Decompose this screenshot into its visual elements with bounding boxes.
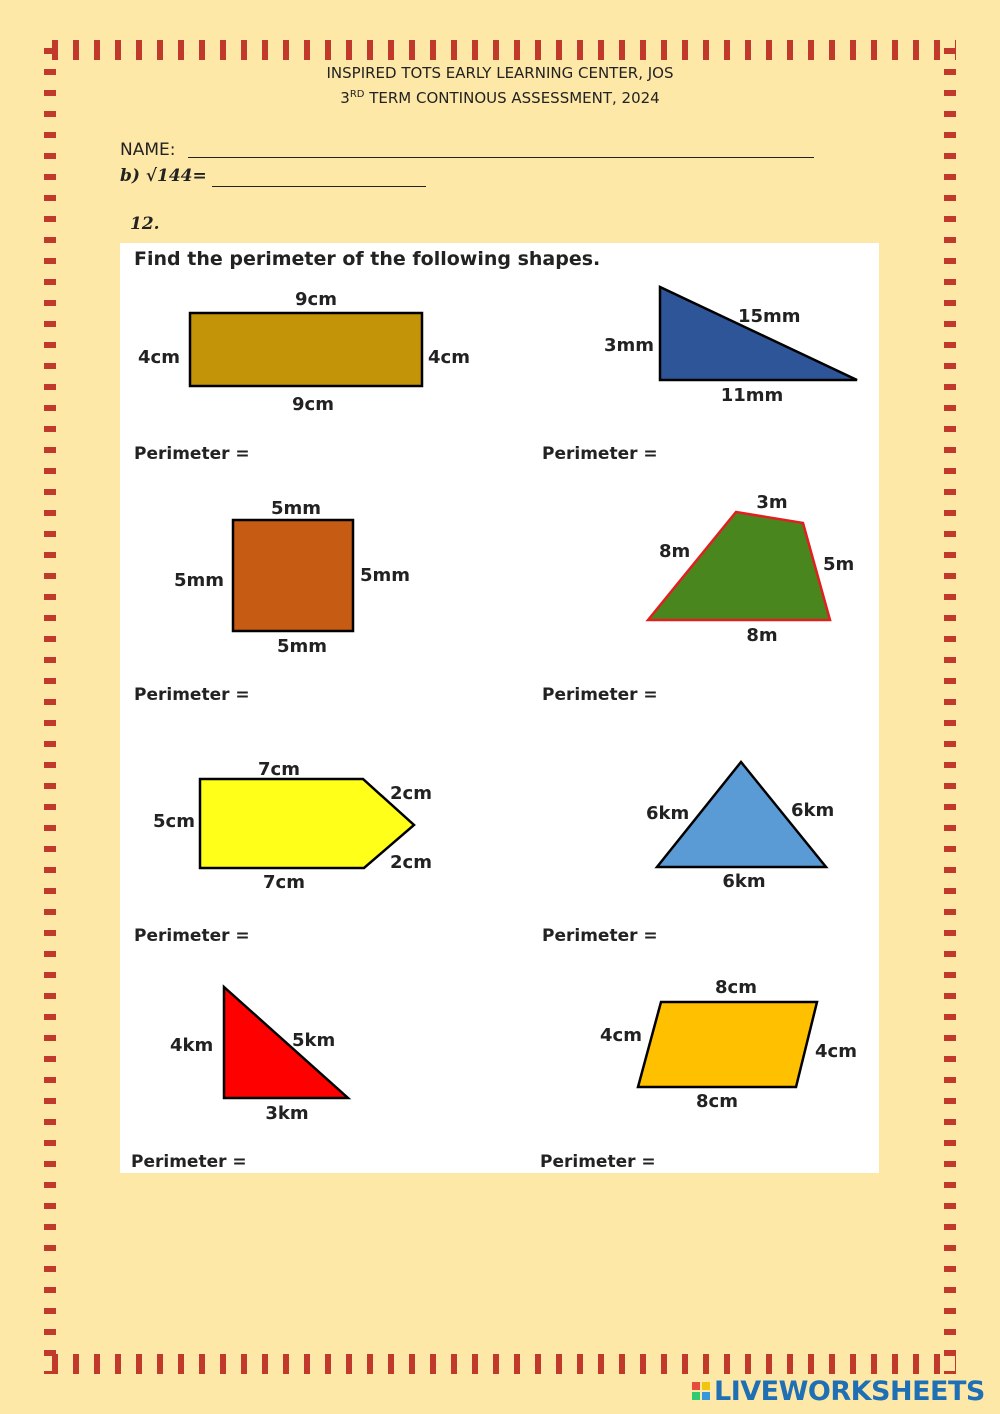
perimeter-label-6: Perimeter = (542, 926, 658, 946)
school-name: INSPIRED TOTS EARLY LEARNING CENTER, JOS (326, 64, 674, 82)
liveworksheets-brand-text: LIVEWORKSHEETS (714, 1375, 985, 1407)
parallelogram-left-label: 4cm (600, 1025, 642, 1046)
parallelogram-top-label: 8cm (715, 977, 757, 998)
question-number: 12. (130, 214, 160, 234)
red-triangle-base-label: 3km (265, 1103, 309, 1124)
pentagon-left-label: 5cm (153, 811, 195, 832)
perimeter-label-4: Perimeter = (542, 685, 658, 705)
sqrt-answer-line[interactable] (212, 186, 426, 187)
logo-block (702, 1392, 710, 1400)
square-top-label: 5mm (270, 498, 322, 519)
rectangle-left-label: 4cm (138, 347, 180, 368)
right-triangle-base-label: 11mm (720, 385, 784, 406)
name-answer-line[interactable] (188, 157, 814, 158)
decorative-border-left (44, 40, 56, 1374)
assessment-title (0, 89, 1000, 107)
instructions-text: Find the perimeter of the following shapes. (134, 248, 601, 270)
term-title-rest: TERM CONTINOUS ASSESSMENT, 2024 (364, 89, 660, 107)
equilateral-right-label: 6km (791, 800, 835, 821)
square-shape (233, 520, 353, 631)
equilateral-left-label: 6km (646, 803, 690, 824)
term-suffix: RD (349, 89, 365, 100)
perimeter-label-5: Perimeter = (134, 926, 250, 946)
decorative-border-bottom (44, 1354, 956, 1374)
trapezium-top-label: 3m (756, 492, 788, 513)
sqrt-question: b) √144= (120, 166, 207, 186)
right-triangle-side-label: 3mm (604, 335, 655, 356)
trapezium-left-label: 8m (659, 541, 691, 562)
pentagon-lower-right-label: 2cm (390, 852, 432, 873)
square-bottom-label: 5mm (276, 636, 328, 657)
rectangle-right-label: 4cm (428, 347, 470, 368)
term-number: 3 (340, 89, 350, 107)
pentagon-upper-right-label: 2cm (390, 783, 432, 804)
equilateral-base-label: 6km (722, 871, 766, 892)
decorative-border-right (944, 40, 956, 1374)
parallelogram-bottom-label: 8cm (696, 1091, 738, 1112)
red-triangle-hyp-label: 5km (292, 1030, 336, 1051)
logo-blocks-icon (692, 1382, 710, 1400)
parallelogram-shape (638, 1002, 817, 1087)
perimeter-label-7: Perimeter = (131, 1152, 247, 1172)
perimeter-label-1: Perimeter = (134, 444, 250, 464)
perimeter-label-3: Perimeter = (134, 685, 250, 705)
right-triangle-shape (660, 287, 857, 380)
trapezium-shape (648, 512, 830, 620)
trapezium-bottom-label: 8m (746, 625, 778, 646)
trapezium-right-label: 5m (823, 554, 855, 575)
perimeter-label-2: Perimeter = (542, 444, 658, 464)
liveworksheets-logo[interactable] (692, 1374, 985, 1408)
logo-block (702, 1382, 710, 1390)
right-triangle-hyp-label: 15mm (738, 306, 801, 327)
square-left-label: 5mm (174, 570, 225, 591)
pentagon-bottom-label: 7cm (263, 872, 305, 893)
square-right-label: 5mm (360, 565, 411, 586)
rectangle-top-label: 9cm (295, 289, 337, 310)
logo-block (692, 1382, 700, 1390)
rectangle-shape (190, 313, 422, 386)
pentagon-shape (200, 779, 414, 868)
parallelogram-right-label: 4cm (815, 1041, 857, 1062)
rectangle-bottom-label: 9cm (292, 394, 334, 415)
perimeter-worksheet (120, 243, 879, 1173)
perimeter-label-8: Perimeter = (540, 1152, 656, 1172)
red-triangle-left-label: 4km (170, 1035, 214, 1056)
worksheet-figure (120, 243, 879, 1173)
logo-block (692, 1392, 700, 1400)
decorative-border-top (44, 40, 956, 60)
pentagon-top-label: 7cm (258, 759, 300, 780)
name-label: NAME: (120, 140, 176, 160)
